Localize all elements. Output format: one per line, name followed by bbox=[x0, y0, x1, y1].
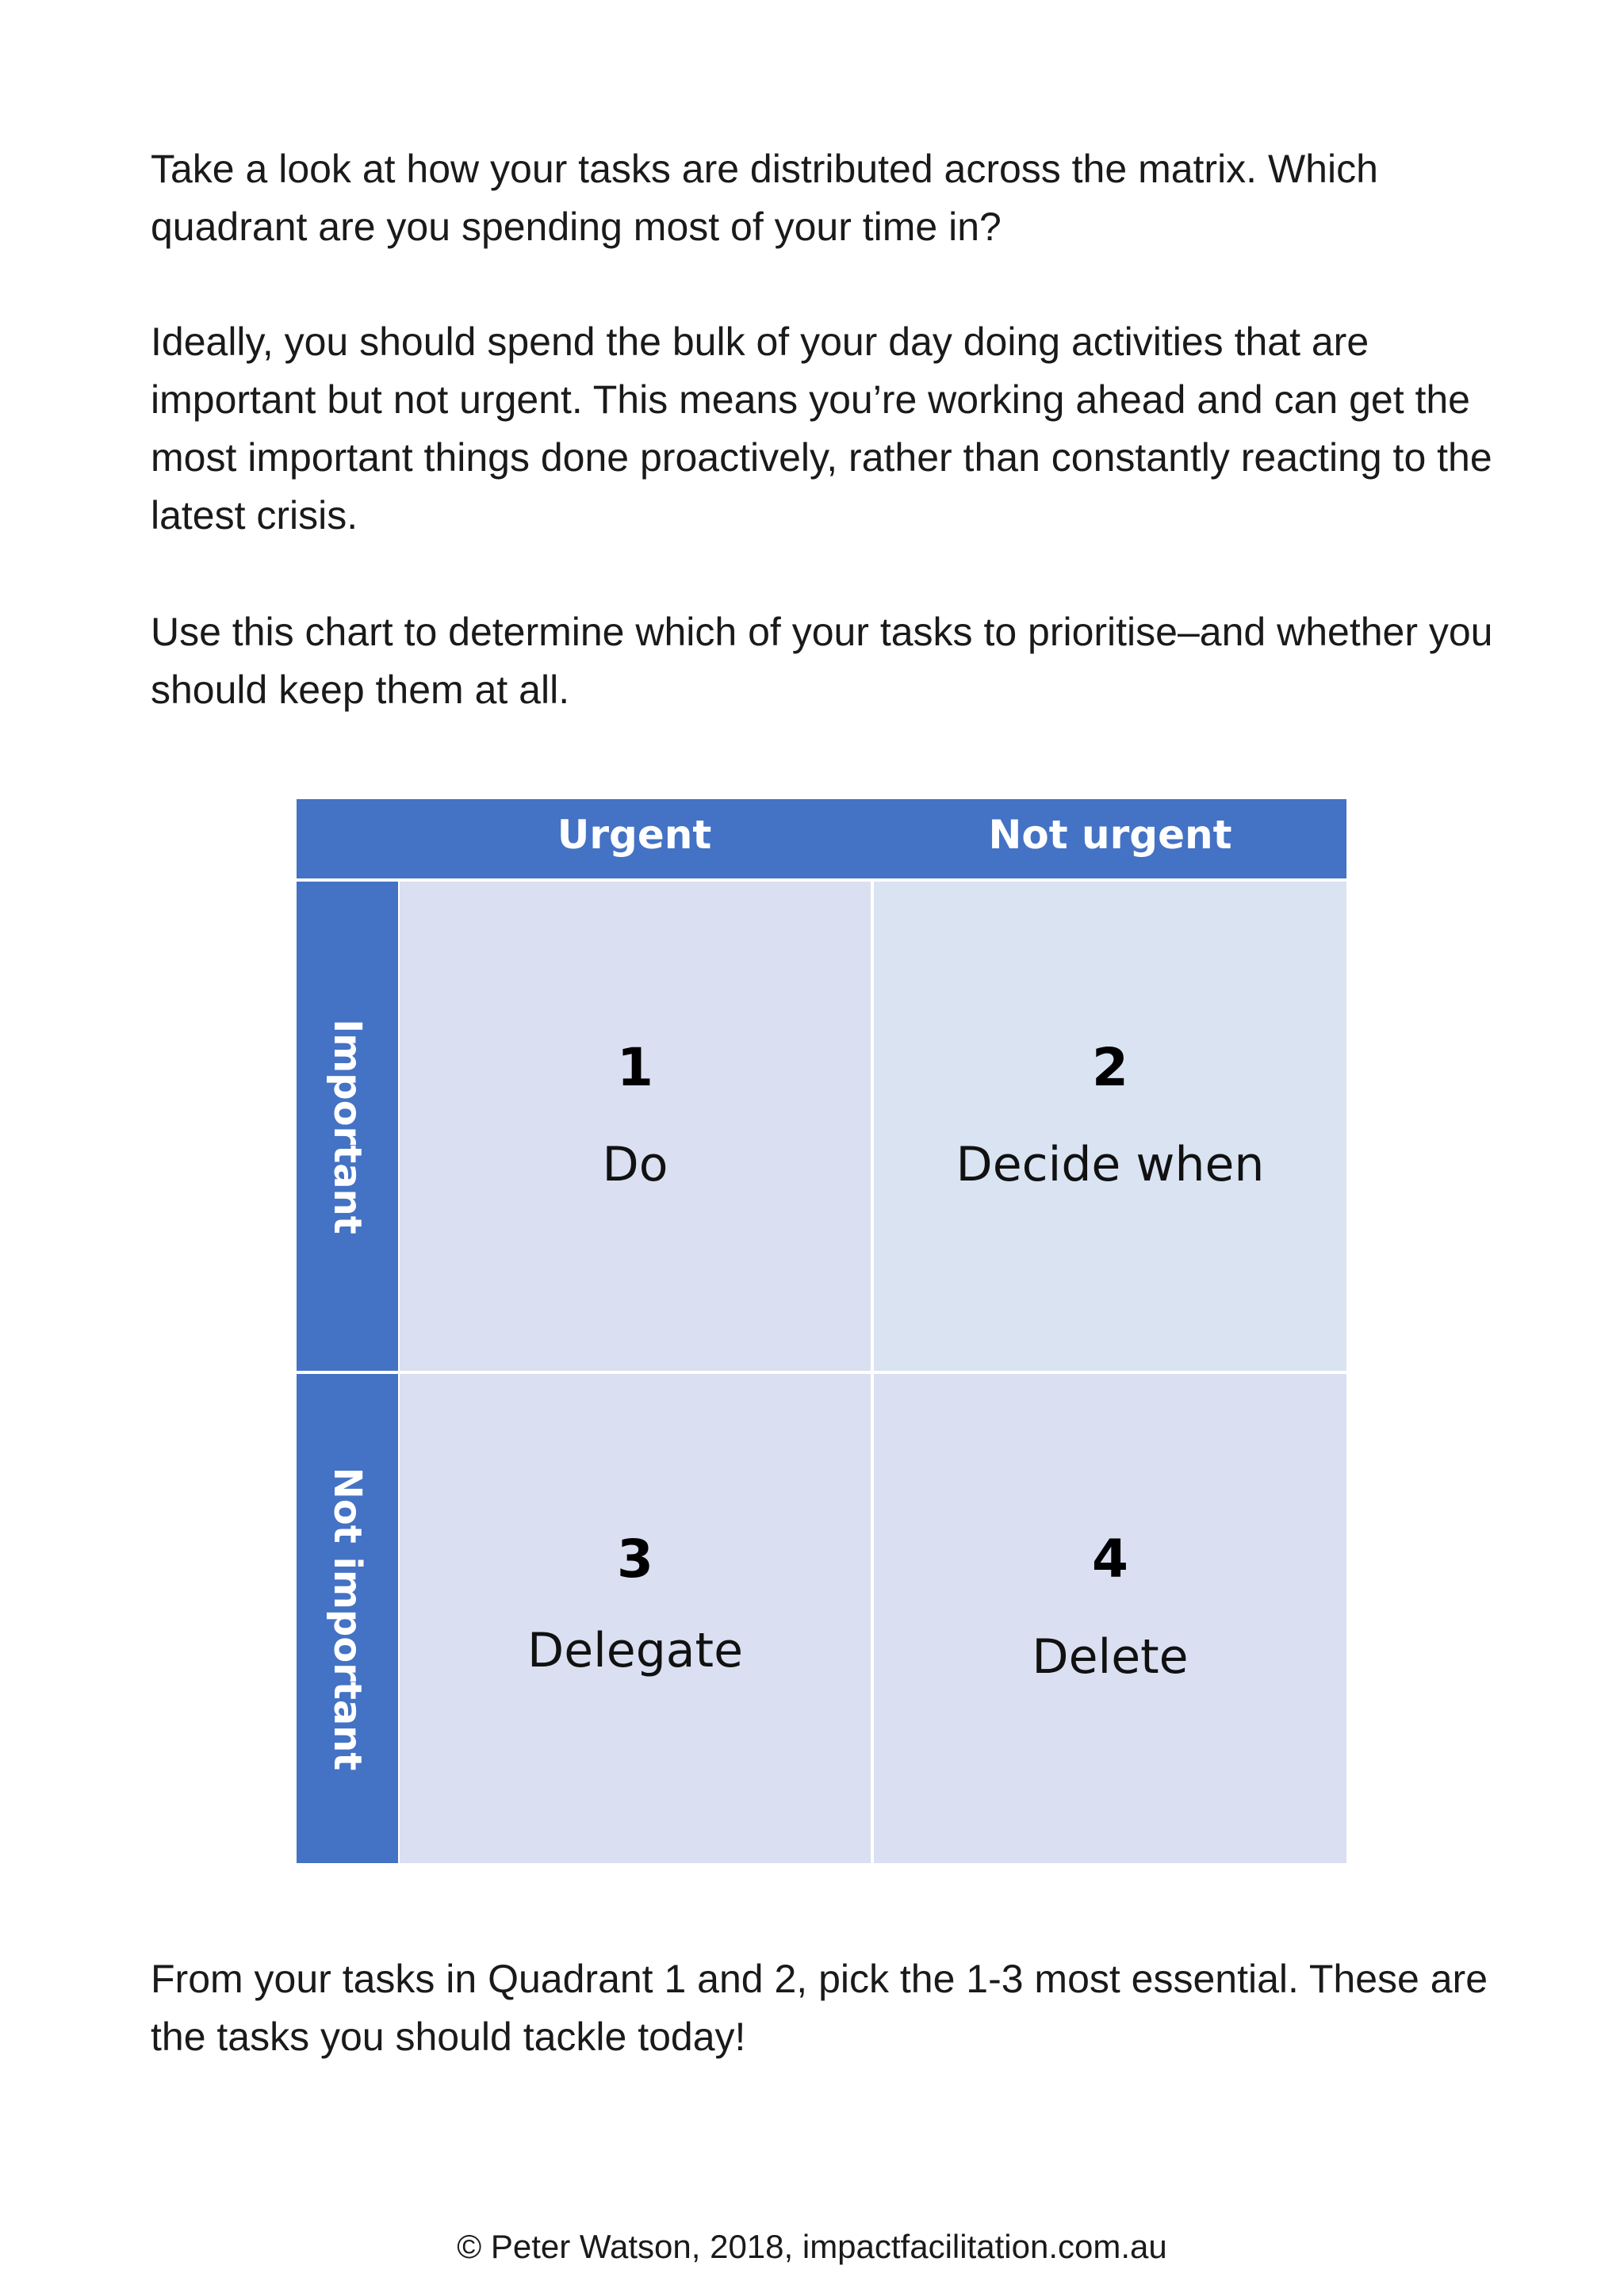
column-header-urgent: Urgent bbox=[557, 812, 712, 858]
quadrant-action: Delegate bbox=[527, 1623, 743, 1678]
row-header-not-important bbox=[297, 1374, 398, 1863]
closing-paragraph: From your tasks in Quadrant 1 and 2, pick the 1-3 most essential. These are the tasks you should tackle today! bbox=[151, 1957, 1488, 2059]
quadrant-3 bbox=[400, 1374, 871, 1863]
quadrant-number: 2 bbox=[1092, 1037, 1128, 1098]
intro-paragraph-3: Use this chart to determine which of your tasks to prioritise–and whether you should keep them at all. bbox=[151, 610, 1493, 712]
intro-paragraph-1: Take a look at how your tasks are distributed across the matrix. Which quadrant are you spending most of your time in? bbox=[151, 147, 1378, 249]
quadrant-action: Delete bbox=[1032, 1629, 1189, 1685]
intro-paragraph-2: Ideally, you should spend the bulk of your day doing activities that are important but not urgent. This means you’re working ahead and can get the most important things done proactively, rather than constantly reacting to the latest crisis. bbox=[151, 320, 1492, 538]
quadrant-action: Do bbox=[602, 1137, 668, 1192]
quadrant-number: 4 bbox=[1092, 1529, 1128, 1590]
quadrant-number: 3 bbox=[617, 1529, 653, 1590]
quadrant-1 bbox=[400, 882, 871, 1371]
copyright-footer: © Peter Watson, 2018, impactfacilitation.com.au bbox=[457, 2228, 1167, 2265]
quadrant-4 bbox=[874, 1374, 1346, 1863]
column-header-bar bbox=[297, 799, 1346, 878]
quadrant-action: Decide when bbox=[956, 1137, 1265, 1192]
column-header-not-urgent: Not urgent bbox=[988, 812, 1232, 858]
row-header-important bbox=[297, 882, 398, 1371]
row-label-important: Important bbox=[325, 1018, 370, 1234]
eisenhower-matrix bbox=[297, 799, 1346, 1863]
row-label-not-important: Not important bbox=[325, 1467, 370, 1770]
quadrant-number: 1 bbox=[617, 1037, 653, 1098]
quadrant-2 bbox=[874, 882, 1346, 1371]
